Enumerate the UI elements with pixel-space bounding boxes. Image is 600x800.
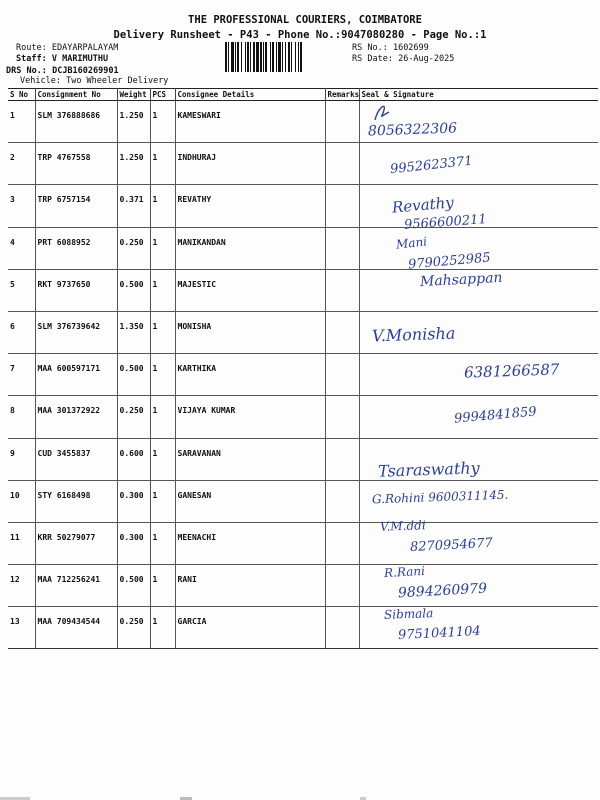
row-sno: 2	[8, 143, 35, 185]
barcode	[225, 42, 347, 72]
col-header-consignee: Consignee Details	[175, 89, 325, 101]
table-row	[8, 143, 598, 185]
row-consignee: REVATHY	[175, 185, 325, 227]
row-consignment-no: MAA 301372922	[35, 396, 117, 438]
handwritten-signature	[384, 564, 426, 580]
barcode-bar	[235, 42, 236, 72]
row-consignee: GANESAN	[175, 480, 325, 522]
row-weight: 0.500	[117, 354, 150, 396]
row-consignment-no: MAA 600597171	[35, 354, 117, 396]
row-remarks	[325, 480, 359, 522]
barcode-bar	[250, 42, 251, 72]
handwritten-signature	[380, 518, 426, 534]
barcode-bar	[228, 42, 229, 72]
row-sno: 1	[8, 101, 35, 143]
row-consignment-no: SLM 376888686	[35, 101, 117, 143]
row-sno: 10	[8, 480, 35, 522]
row-sno: 9	[8, 438, 35, 480]
row-pcs: 1	[150, 480, 175, 522]
row-consignment-no: TRP 4767558	[35, 143, 117, 185]
staff-label: Staff:	[16, 54, 47, 64]
table-row	[8, 185, 598, 227]
row-pcs: 1	[150, 354, 175, 396]
signature-text: 9894260979	[397, 580, 488, 602]
row-remarks	[325, 438, 359, 480]
row-weight: 0.250	[117, 227, 150, 269]
row-sno: 11	[8, 522, 35, 564]
signature-text: 9952623371	[389, 153, 474, 178]
row-sno: 8	[8, 396, 35, 438]
row-consignment-no: MAA 709434544	[35, 607, 117, 649]
row-consignee: MAJESTIC	[175, 269, 325, 311]
barcode-bar	[263, 42, 264, 72]
barcode-bar	[270, 42, 271, 72]
barcode-bar	[291, 42, 292, 72]
row-weight: 0.500	[117, 565, 150, 607]
table-row	[8, 101, 598, 143]
rs-date-label: RS Date:	[352, 54, 393, 64]
row-remarks	[325, 396, 359, 438]
signature-text: 8056322306	[367, 120, 458, 140]
barcode-bar	[256, 42, 259, 72]
signature-text: R.Rani	[383, 563, 426, 581]
row-consignment-no: KRR 50279077	[35, 522, 117, 564]
row-consignee: INDHURAJ	[175, 143, 325, 185]
staff-line	[16, 54, 108, 64]
barcode-bar	[288, 42, 290, 72]
signature-text: V.Monisha	[371, 323, 456, 346]
signature-text: Revathy	[391, 193, 455, 217]
row-consignment-no: CUD 3455837	[35, 438, 117, 480]
row-weight: 1.350	[117, 311, 150, 353]
staff-value: V MARIMUTHU	[51, 54, 109, 64]
table-row	[8, 565, 598, 607]
signature-text: 9994841859	[453, 404, 538, 427]
row-remarks	[325, 522, 359, 564]
barcode-bar	[278, 42, 281, 72]
drs-value: DCJB160269901	[52, 66, 119, 76]
row-weight: 0.600	[117, 438, 150, 480]
row-weight: 1.250	[117, 143, 150, 185]
row-remarks	[325, 185, 359, 227]
row-remarks	[325, 607, 359, 649]
row-pcs: 1	[150, 101, 175, 143]
barcode-bar	[285, 42, 286, 72]
route-label: Route:	[16, 43, 47, 53]
row-weight: 0.250	[117, 607, 150, 649]
row-remarks	[325, 143, 359, 185]
company-title: THE PROFESSIONAL COURIERS, COIMBATORE	[188, 14, 422, 26]
row-pcs: 1	[150, 438, 175, 480]
row-sno: 7	[8, 354, 35, 396]
barcode-bar	[260, 42, 262, 72]
table-header-row	[8, 89, 598, 101]
row-pcs: 1	[150, 143, 175, 185]
signature-text: 8270954677	[409, 535, 494, 556]
barcode-bar	[282, 42, 283, 72]
handwritten-signature	[378, 458, 480, 481]
rs-no-label: RS No.:	[352, 43, 388, 53]
table-row	[8, 438, 598, 480]
row-pcs: 1	[150, 522, 175, 564]
table-row	[8, 607, 598, 649]
col-header-consignment: Consignment No	[35, 89, 117, 101]
row-remarks	[325, 311, 359, 353]
barcode-bar	[276, 42, 277, 72]
route-value: EDAYARPALAYAM	[51, 43, 119, 53]
drs-label: DRS No.:	[6, 66, 47, 76]
row-consignee: MONISHA	[175, 311, 325, 353]
barcode-bar	[253, 42, 255, 72]
row-consignee: KAMESWARI	[175, 101, 325, 143]
rs-date-line	[352, 54, 454, 64]
col-header-pcs: PCS	[150, 89, 175, 101]
handwritten-signature	[372, 324, 456, 346]
rs-no-value: 1602699	[392, 43, 429, 53]
row-sno: 12	[8, 565, 35, 607]
handwritten-signature	[464, 360, 560, 381]
table-row	[8, 311, 598, 353]
barcode-bar	[295, 42, 296, 72]
runsheet-subtitle: Delivery Runsheet - P43 - Phone No.:9047080280 - Page No.:1	[113, 29, 487, 41]
signature-text: Mahsappan	[419, 269, 503, 291]
table-row	[8, 522, 598, 564]
signature-text: 9751041104	[397, 623, 482, 644]
barcode-bar	[298, 42, 299, 72]
col-header-weight: Weight	[117, 89, 150, 101]
row-pcs: 1	[150, 185, 175, 227]
col-header-remarks: Remarks	[325, 89, 359, 101]
rs-no-line	[352, 43, 429, 53]
col-header-sno: S No	[8, 89, 35, 101]
vehicle-line	[20, 76, 168, 86]
row-consignee: VIJAYA KUMAR	[175, 396, 325, 438]
signature-text: 9566600211	[403, 212, 488, 233]
row-remarks	[325, 227, 359, 269]
barcode-bar	[245, 42, 246, 72]
row-sno: 13	[8, 607, 35, 649]
table-row	[8, 227, 598, 269]
row-consignee: MEENACHI	[175, 522, 325, 564]
row-pcs: 1	[150, 607, 175, 649]
row-pcs: 1	[150, 396, 175, 438]
row-consignment-no: STY 6168498	[35, 480, 117, 522]
signature-text: Mani	[395, 234, 428, 252]
col-header-signature: Seal & Signature	[359, 89, 598, 101]
row-consignment-no: MAA 712256241	[35, 565, 117, 607]
rs-date-value: 26-Aug-2025	[398, 54, 455, 64]
route-line	[16, 43, 118, 53]
row-consignment-no: TRP 6757154	[35, 185, 117, 227]
row-consignee: MANIKANDAN	[175, 227, 325, 269]
row-consignee: KARTHIKA	[175, 354, 325, 396]
row-remarks	[325, 269, 359, 311]
handwritten-signature	[384, 606, 434, 622]
row-sno: 4	[8, 227, 35, 269]
row-weight: 0.500	[117, 269, 150, 311]
row-consignment-no: PRT 6088952	[35, 227, 117, 269]
signature-text: Sibmala	[383, 606, 434, 622]
row-weight: 0.371	[117, 185, 150, 227]
vehicle-value: Two Wheeler Delivery	[66, 76, 169, 86]
row-consignment-no: RKT 9737650	[35, 269, 117, 311]
barcode-bar	[225, 42, 227, 72]
row-remarks	[325, 565, 359, 607]
row-remarks	[325, 354, 359, 396]
barcode-bar	[300, 42, 302, 72]
signature-text: 6381266587	[463, 360, 560, 382]
barcode-bar	[272, 42, 274, 72]
row-consignee: SARAVANAN	[175, 438, 325, 480]
drs-line	[6, 66, 119, 76]
row-sno: 5	[8, 269, 35, 311]
barcode-bar	[247, 42, 249, 72]
barcode-bar	[265, 42, 267, 72]
barcode-bar	[241, 42, 242, 72]
table-row	[8, 480, 598, 522]
signature-text: Tsaraswathy	[377, 458, 480, 481]
barcode-bar	[237, 42, 239, 72]
signature-text: V.M.ddi	[379, 518, 426, 534]
row-weight: 1.250	[117, 101, 150, 143]
table-row	[8, 269, 598, 311]
signature-text: G.Rohini 9600311145.	[371, 487, 509, 507]
pen-mark	[372, 100, 392, 126]
row-sno: 6	[8, 311, 35, 353]
row-pcs: 1	[150, 311, 175, 353]
row-pcs: 1	[150, 227, 175, 269]
row-consignee: RANI	[175, 565, 325, 607]
row-consignee: GARCIA	[175, 607, 325, 649]
row-pcs: 1	[150, 565, 175, 607]
row-consignment-no: SLM 376739642	[35, 311, 117, 353]
barcode-bar	[231, 42, 234, 72]
row-weight: 0.300	[117, 480, 150, 522]
vehicle-label: Vehicle:	[20, 76, 61, 86]
row-sno: 3	[8, 185, 35, 227]
signature-text: 9790252985	[407, 250, 492, 273]
row-pcs: 1	[150, 269, 175, 311]
row-remarks	[325, 101, 359, 143]
row-weight: 0.300	[117, 522, 150, 564]
row-weight: 0.250	[117, 396, 150, 438]
